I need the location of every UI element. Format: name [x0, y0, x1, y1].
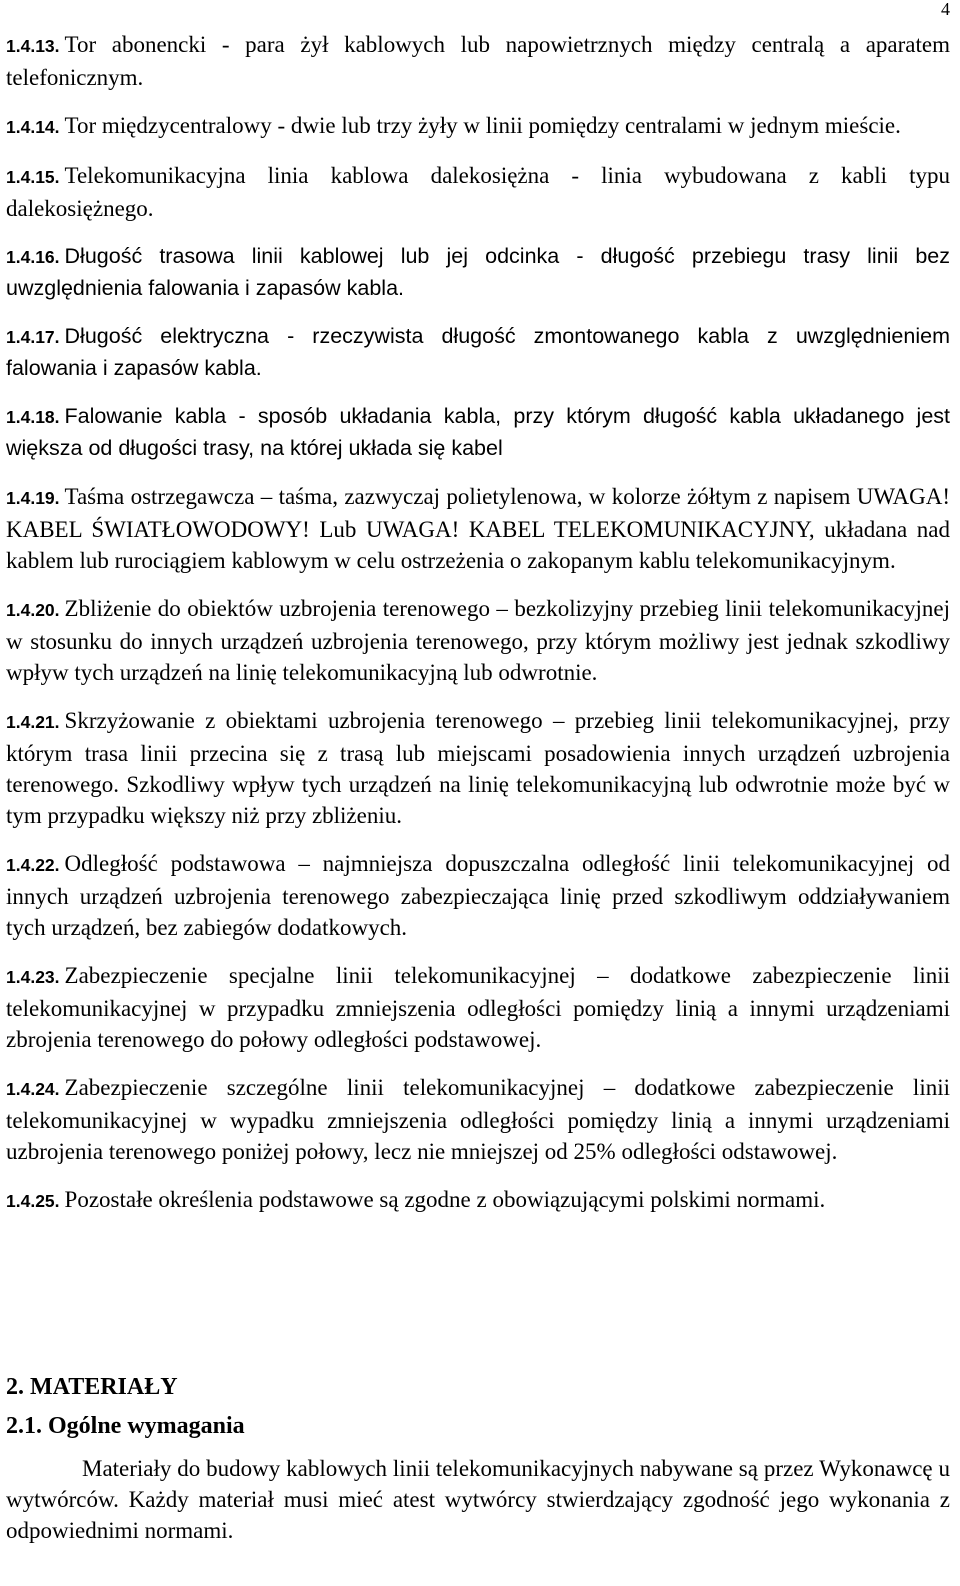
- definition-1-4-23: [6, 960, 950, 1055]
- definition-1-4-25: [6, 1184, 950, 1217]
- definition-text: Taśma ostrzegawcza – taśma, zazwyczaj polietylenowa, w kolorze żółtym z napisem UWAGA! KABEL ŚWIATŁOWODOWY! Lub UWAGA! KABEL TELEKOMUNIKACYJNY, układana nad kablem lub rurociągiem kablowym w celu ostrzeżenia o zakopanym kablu telekomunikacyjnym.: [6, 484, 950, 573]
- definition-text: Długość trasowa linii kablowej lub jej odcinka - długość przebiegu trasy linii bez uwzględnienia falowania i zapasów kabla.: [6, 244, 950, 300]
- definition-number: 1.4.22.: [6, 855, 60, 875]
- definition-text: Zabezpieczenie szczególne linii telekomunikacyjnej – dodatkowe zabezpieczenie linii telekomunikacyjnej w wypadku zmniejszenia odległości pomiędzy linią a innymi urządzeniami uzbrojenia terenowego poniżej połowy, lecz nie mniejszej od 25% odległości odstawowej.: [6, 1075, 950, 1164]
- definition-number: 1.4.23.: [6, 967, 60, 987]
- definition-text: Zabezpieczenie specjalne linii telekomunikacyjnej – dodatkowe zabezpieczenie linii telekomunikacyjnej w przypadku zmniejszenia odległości pomiędzy linią a innymi urządzeniami zbrojenia terenowego do połowy odległości podstawowej.: [6, 963, 950, 1052]
- subsection-heading-general-requirements: 2.1. Ogólne wymagania: [6, 1413, 245, 1439]
- definition-text: Odległość podstawowa – najmniejsza dopuszczalna odległość linii telekomunikacyjnej od innych urządzeń uzbrojenia terenowego zabezpieczająca linię przed szkodliwym oddziaływaniem tych urządzeń, bez zabiegów dodatkowych.: [6, 851, 950, 940]
- definition-text: Pozostałe określenia podstawowe są zgodne z obowiązującymi polskimi normami.: [64, 1187, 826, 1212]
- definition-number: 1.4.17.: [6, 327, 60, 347]
- section-heading-materials: 2. MATERIAŁY: [6, 1374, 178, 1400]
- definition-1-4-22: [6, 848, 950, 943]
- definition-1-4-13: [6, 29, 950, 93]
- definition-1-4-15: [6, 160, 950, 224]
- definition-text: Skrzyżowanie z obiektami uzbrojenia terenowego – przebieg linii telekomunikacyjnej, przy którym trasa linii przecina się z trasą lub miejscami posadowienia innych urządzeń uzbrojenia terenowego. Szkodliwy wpływ tych urządzeń na linię telekomunikacyjną lub odwrotnie może być w tym przypadku większy niż przy zbliżeniu.: [6, 708, 950, 828]
- definition-1-4-19: [6, 481, 950, 576]
- definition-1-4-16: [6, 241, 950, 304]
- definition-1-4-14: [6, 110, 950, 143]
- definition-text: Telekomunikacyjna linia kablowa dalekosiężna - linia wybudowana z kabli typu dalekosiężnego.: [6, 163, 950, 221]
- definition-number: 1.4.20.: [6, 600, 60, 620]
- definition-1-4-24: [6, 1072, 950, 1167]
- definition-text: Długość elektryczna - rzeczywista długość zmontowanego kabla z uwzględnieniem falowania i zapasów kabla.: [6, 324, 950, 380]
- definition-text: Tor abonencki - para żył kablowych lub napowietrznych między centralą a aparatem telefonicznym.: [6, 32, 950, 90]
- definition-text: Falowanie kabla - sposób układania kabla, przy którym długość kabla układanego jest większa od długości trasy, na której układa się kabel: [6, 404, 950, 460]
- definition-text: Tor międzycentralowy - dwie lub trzy żyły w linii pomiędzy centralami w jednym mieście.: [64, 113, 901, 138]
- definition-number: 1.4.18.: [6, 407, 60, 427]
- definition-number: 1.4.21.: [6, 712, 60, 732]
- general-requirements-paragraph: Materiały do budowy kablowych linii telekomunikacyjnych nabywane są przez Wykonawcę u wytwórców. Każdy materiał musi mieć atest wytwórcy stwierdzający zgodność jego wykonania z odpowiednimi normami.: [6, 1456, 950, 1543]
- document-page: [6, 0, 950, 1586]
- definition-number: 1.4.24.: [6, 1079, 60, 1099]
- definition-number: 1.4.25.: [6, 1191, 60, 1211]
- definition-1-4-17: [6, 321, 950, 384]
- definition-1-4-20: [6, 593, 950, 688]
- definition-1-4-21: [6, 705, 950, 831]
- definition-number: 1.4.15.: [6, 167, 60, 187]
- definition-number: 1.4.13.: [6, 36, 60, 56]
- page-number: 4: [941, 0, 950, 19]
- definition-number: 1.4.14.: [6, 117, 60, 137]
- definition-1-4-18: [6, 401, 950, 464]
- definitions-list: [6, 29, 950, 1234]
- definition-number: 1.4.16.: [6, 247, 60, 267]
- definition-text: Zbliżenie do obiektów uzbrojenia terenowego – bezkolizyjny przebieg linii telekomunikacyjnej w stosunku do innych urządzeń uzbrojenia terenowego, przy którym możliwy jest jednak szkodliwy wpływ tych urządzeń na linię telekomunikacyjną lub odwrotnie.: [6, 596, 950, 685]
- definition-number: 1.4.19.: [6, 488, 60, 508]
